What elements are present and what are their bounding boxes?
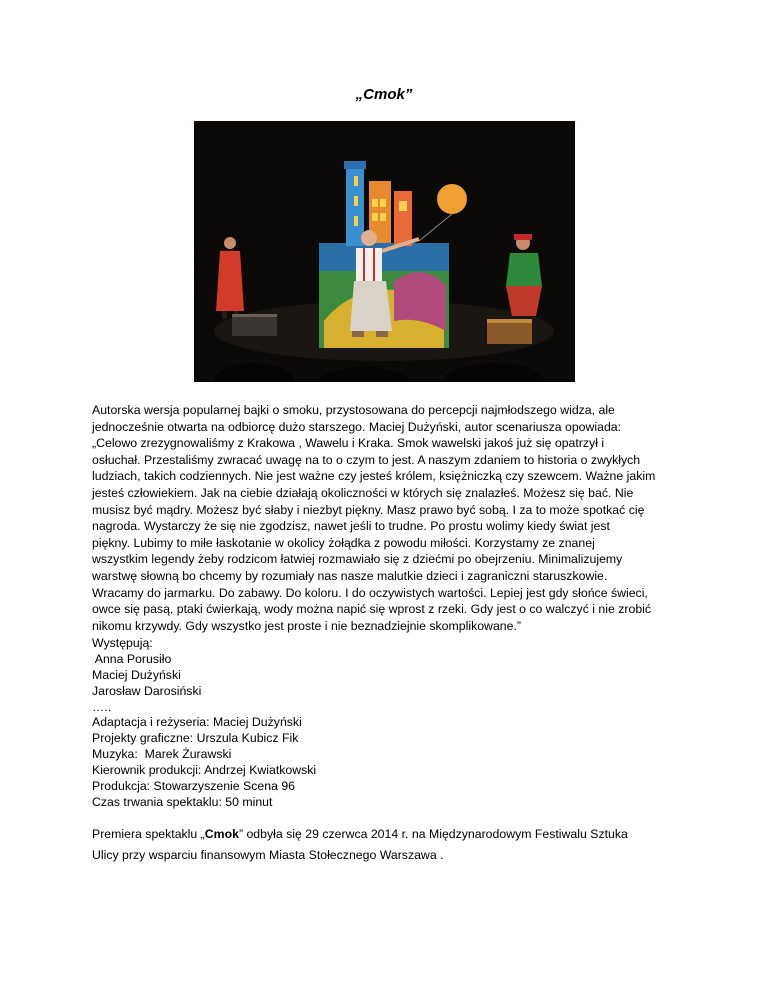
paragraph-line: jesteś człowiekiem. Jak na ciebie działają okoliczności w których się znalazłeś. Możesz się bać. Nie (92, 485, 634, 500)
premiere-text-after: ” odbyła się 29 czerwca 2014 r. na Międzynarodowym Festiwalu Sztuka (238, 827, 628, 841)
credits-line: Muzyka: Marek Żurawski (92, 747, 232, 762)
credits-line: ….. (92, 699, 112, 714)
paragraph-line: jednocześnie otwarta na odbiorcę dużo starszego. Maciej Dużyński, autor scenariusza opowiada: (92, 419, 622, 434)
credits-line: Maciej Dużyński (92, 667, 181, 682)
credits-heading: Występują: (92, 636, 153, 650)
credits-line: Czas trwania spektaklu: 50 minut (92, 794, 273, 809)
credits-line: Kierownik produkcji: Andrzej Kwiatkowski (92, 763, 317, 778)
description-paragraph (92, 402, 682, 634)
paragraph-line: ludziach, takich codziennych. Nie jest ważne czy jesteś królem, księżniczką czy szewcem. Ważne jakim (92, 469, 656, 484)
paragraph-line: wszystkim legendy żeby rodzicom łatwiej rozmawiało się z dziećmi po obejrzeniu. Minimalizujemy (92, 552, 623, 567)
paragraph-line: Wracamy do jarmarku. Do zabawy. Do koloru. I do oczywistych wartości. Lepiej jest gdy słońce świeci, (92, 585, 648, 600)
paragraph-line: piękny. Lubimy to miłe łaskotanie w okolicy żołądka z powodu miłości. Korzystamy ze znanej (92, 535, 595, 550)
paragraph-line: nagroda. Wystarczy że się nie zgodzisz, nawet jeśli to trudne. Po prostu wolimy kiedy świat jest (92, 519, 610, 534)
premiere-text-before: Premiera spektaklu „ (92, 827, 205, 841)
document-title: „Cmok” (355, 86, 413, 103)
paragraph-line: nikomu krzywdy. Gdy wszystko jest proste i nie beznadziejnie skomplikowane.” (92, 618, 521, 633)
paragraph-line: osłuchał. Przestaliśmy zwracać uwagę na to o czym to jest. A naszym zdaniem to historia o zwykłych (92, 452, 641, 467)
credits-line: Adaptacja i reżyseria: Maciej Dużyński (92, 715, 302, 730)
premiere-note (92, 824, 692, 866)
stage-photo (194, 121, 575, 382)
paragraph-line: „Celowo zrezygnowaliśmy z Krakowa , Wawelu i Kraka. Smok wawelski jakoś już się opatrzył i (92, 436, 605, 451)
credits-list (92, 636, 682, 811)
theatre-stage-photo-icon (194, 121, 575, 382)
premiere-title-bold: Cmok (204, 827, 239, 841)
credits-line: Anna Porusiło (92, 651, 172, 666)
paragraph-line: Autorska wersja popularnej bajki o smoku, przystosowana do percepcji najmłodszego widza, ale (92, 403, 615, 417)
credits-line: Projekty graficzne: Urszula Kubicz Fik (92, 731, 299, 746)
paragraph-line: warstwę słowną bo chcemy by rozumiały nas nasze malutkie dzieci i zagraniczni staruszkowie. (92, 568, 608, 583)
premiere-text-line2: Ulicy przy wsparciu finansowym Miasta Stołecznego Warszawa . (92, 848, 444, 862)
paragraph-line: musisz być mądry. Możesz być słaby i niezbyt piękny. Masz prawo być sobą. I za to może spotkać cię (92, 502, 645, 517)
credits-line: Jarosław Darosiński (92, 683, 202, 698)
credits-line: Produkcja: Stowarzyszenie Scena 96 (92, 779, 296, 794)
paragraph-line: owce się pasą, ptaki ćwierkają, wody można napić się wprost z rzeki. Gdy jest o co walczyć i nie zrobić (92, 602, 652, 617)
